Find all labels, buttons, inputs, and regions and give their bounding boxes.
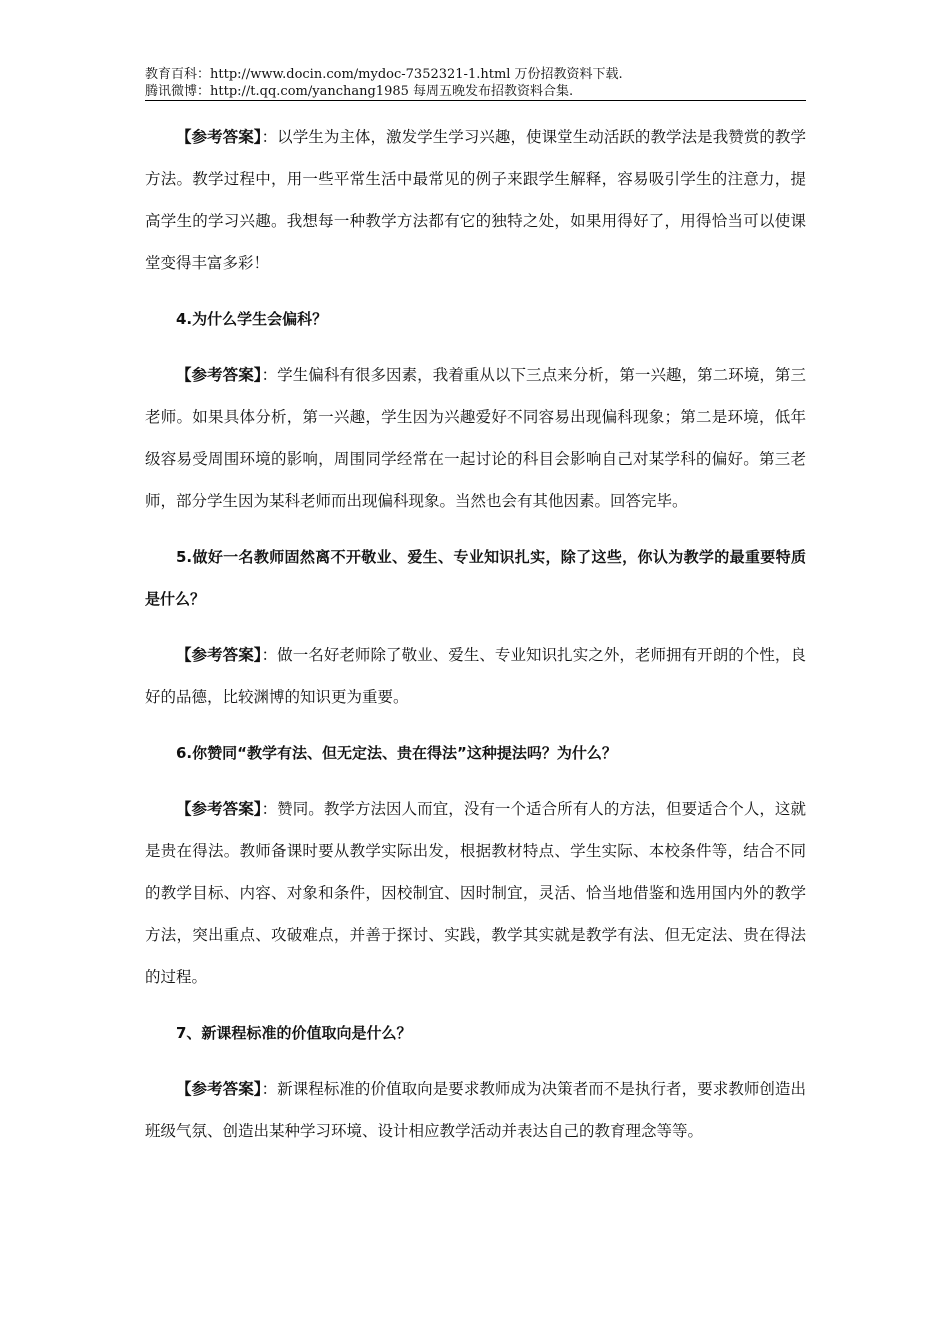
question-5: 5.做好一名教师固然离不开敬业、爱生、专业知识扎实，除了这些，你认为教学的最重要特质是什么？ [145,548,806,608]
answer-label: 【参考答案】 [176,1079,262,1098]
question-4: 4.为什么学生会偏科？ [176,310,328,328]
document-body [145,116,806,1166]
answer-6 [145,788,806,998]
header-line-weibo: 腾讯微博：http://t.qq.com/yanchang1985 每周五晚发布招教资料合集. [145,84,574,99]
answer-7 [145,1068,806,1152]
answer-text: ：赞同。教学方法因人而宜，没有一个适合所有人的方法，但要适合个人，这就是贵在得法。教师备课时要从教学实际出发，根据教材特点、学生实际、本校条件等，结合不同的教学目标、内容、对象和条件，因校制宜、因时制宜，灵活、恰当地借鉴和选用国内外的教学方法，突出重点、攻破难点，并善于探讨、实践，教学其实就是教学有法、但无定法、贵在得法的过程。 [145,800,806,986]
page-header [145,66,806,101]
question-7: 7、新课程标准的价值取向是什么？ [176,1024,412,1042]
answer-3 [145,116,806,284]
answer-label: 【参考答案】 [176,127,262,146]
answer-text: ：学生偏科有很多因素，我着重从以下三点来分析，第一兴趣，第二环境，第三老师。如果具体分析，第一兴趣，学生因为兴趣爱好不同容易出现偏科现象；第二是环境，低年级容易受周围环境的影响，周围同学经常在一起讨论的科目会影响自己对某学科的偏好。第三老师，部分学生因为某科老师而出现偏科现象。当然也会有其他因素。回答完毕。 [145,366,806,510]
answer-text: ：以学生为主体，激发学生学习兴趣，使课堂生动活跃的教学法是我赞赏的教学方法。教学过程中，用一些平常生活中最常见的例子来跟学生解释，容易吸引学生的注意力，提高学生的学习兴趣。我想每一种教学方法都有它的独特之处，如果用得好了，用得恰当可以使课堂变得丰富多彩！ [145,128,806,272]
answer-label: 【参考答案】 [176,645,262,664]
header-line-baike: 教育百科：http://www.docin.com/mydoc-7352321-1.html 万份招教资料下载. [145,67,623,82]
answer-text: ：做一名好老师除了敬业、爱生、专业知识扎实之外，老师拥有开朗的个性，良好的品德，比较渊博的知识更为重要。 [145,646,806,706]
answer-5 [145,634,806,718]
answer-label: 【参考答案】 [176,365,262,384]
answer-4 [145,354,806,522]
question-6: 6.你赞同“教学有法、但无定法、贵在得法”这种提法吗？为什么？ [176,744,617,762]
answer-text: ：新课程标准的价值取向是要求教师成为决策者而不是执行者，要求教师创造出班级气氛、创造出某种学习环境、设计相应教学活动并表达自己的教育理念等等。 [145,1080,806,1140]
answer-label: 【参考答案】 [176,799,262,818]
